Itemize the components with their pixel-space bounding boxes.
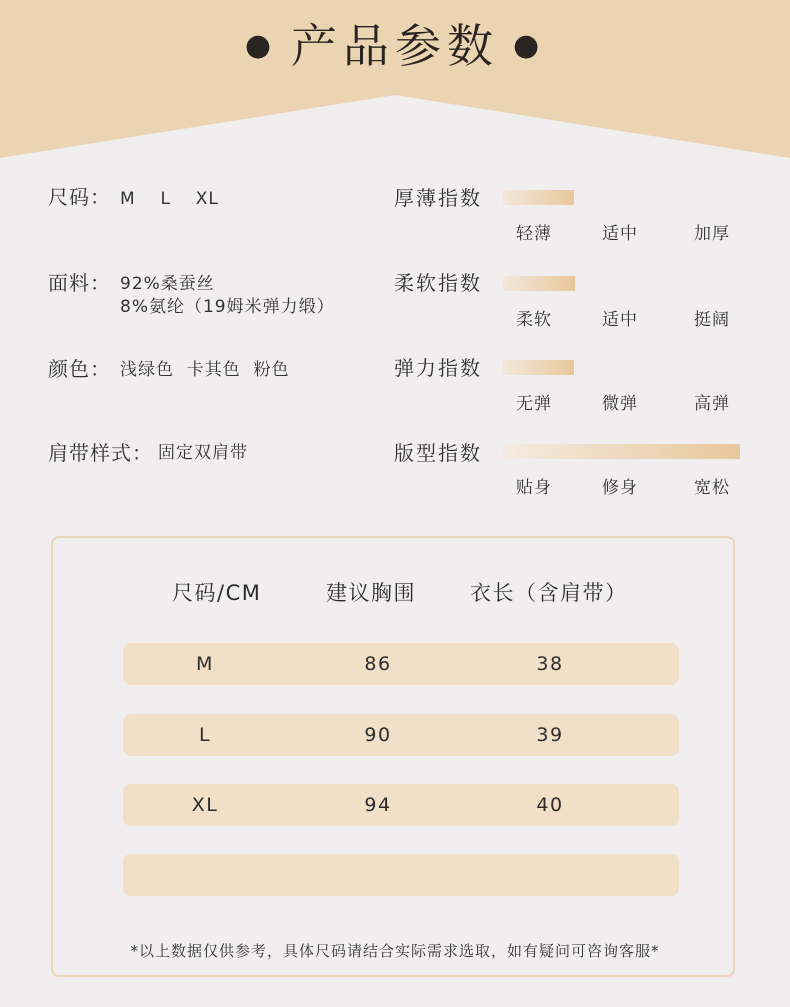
elasticity-option-slight: 微弹	[602, 394, 638, 414]
table-row	[123, 784, 679, 826]
fit-index-title: 版型指数	[394, 441, 482, 465]
header-length: 衣长（含肩带）	[470, 581, 628, 605]
cell-bust	[328, 854, 428, 896]
page-title: ● 产品参数 ●	[244, 19, 546, 73]
cell-size: L	[198, 724, 212, 746]
size-value: M L XL	[120, 189, 219, 209]
size-label: 尺码：	[48, 185, 111, 209]
material-line-2: 8%氨纶（19姆米弹力缎）	[120, 297, 335, 317]
thickness-option-light: 轻薄	[516, 224, 552, 244]
color-value: 浅绿色 卡其色 粉色	[120, 360, 290, 380]
thickness-option-medium: 适中	[602, 224, 638, 244]
table-row	[123, 854, 679, 896]
elasticity-index-bar	[503, 360, 574, 375]
fit-index-bar	[503, 444, 740, 459]
cell-bust: 86	[364, 653, 392, 675]
elasticity-index-title: 弹力指数	[394, 356, 482, 380]
material-line-1: 92%桑蚕丝	[120, 274, 215, 294]
disclaimer-note: *以上数据仅供参考，具体尺码请结合实际需求选取，如有疑问可咨询客服*	[130, 942, 660, 960]
header-size: 尺码/CM	[172, 581, 262, 605]
elasticity-option-high: 高弹	[694, 394, 730, 414]
bullet-dot-icon: ●	[244, 27, 277, 63]
cell-length: 38	[536, 653, 564, 675]
cell-size	[155, 854, 255, 896]
fit-option-tight: 贴身	[516, 478, 552, 498]
cell-length: 40	[536, 794, 564, 816]
cell-size: M	[196, 653, 214, 675]
material-label: 面料：	[48, 271, 111, 295]
fit-option-loose: 宽松	[694, 478, 730, 498]
elasticity-option-none: 无弹	[516, 394, 552, 414]
table-row	[123, 643, 679, 685]
bullet-dot-icon: ●	[513, 27, 546, 63]
strap-value: 固定双肩带	[158, 443, 248, 463]
cell-size: XL	[191, 794, 219, 816]
header-bust: 建议胸围	[326, 581, 416, 605]
thickness-index-title: 厚薄指数	[394, 186, 482, 210]
thickness-option-thick: 加厚	[694, 224, 730, 244]
cell-length: 39	[536, 724, 564, 746]
cell-length	[500, 854, 600, 896]
softness-option-medium: 适中	[602, 310, 638, 330]
softness-option-soft: 柔软	[516, 310, 552, 330]
fit-option-slim: 修身	[602, 478, 638, 498]
strap-label: 肩带样式：	[48, 441, 153, 465]
softness-option-stiff: 挺阔	[694, 310, 730, 330]
table-row	[123, 714, 679, 756]
cell-bust: 94	[364, 794, 392, 816]
thickness-index-bar	[503, 190, 574, 205]
softness-index-title: 柔软指数	[394, 271, 482, 295]
color-label: 颜色：	[48, 357, 111, 381]
cell-bust: 90	[364, 724, 392, 746]
softness-index-bar	[503, 276, 575, 291]
